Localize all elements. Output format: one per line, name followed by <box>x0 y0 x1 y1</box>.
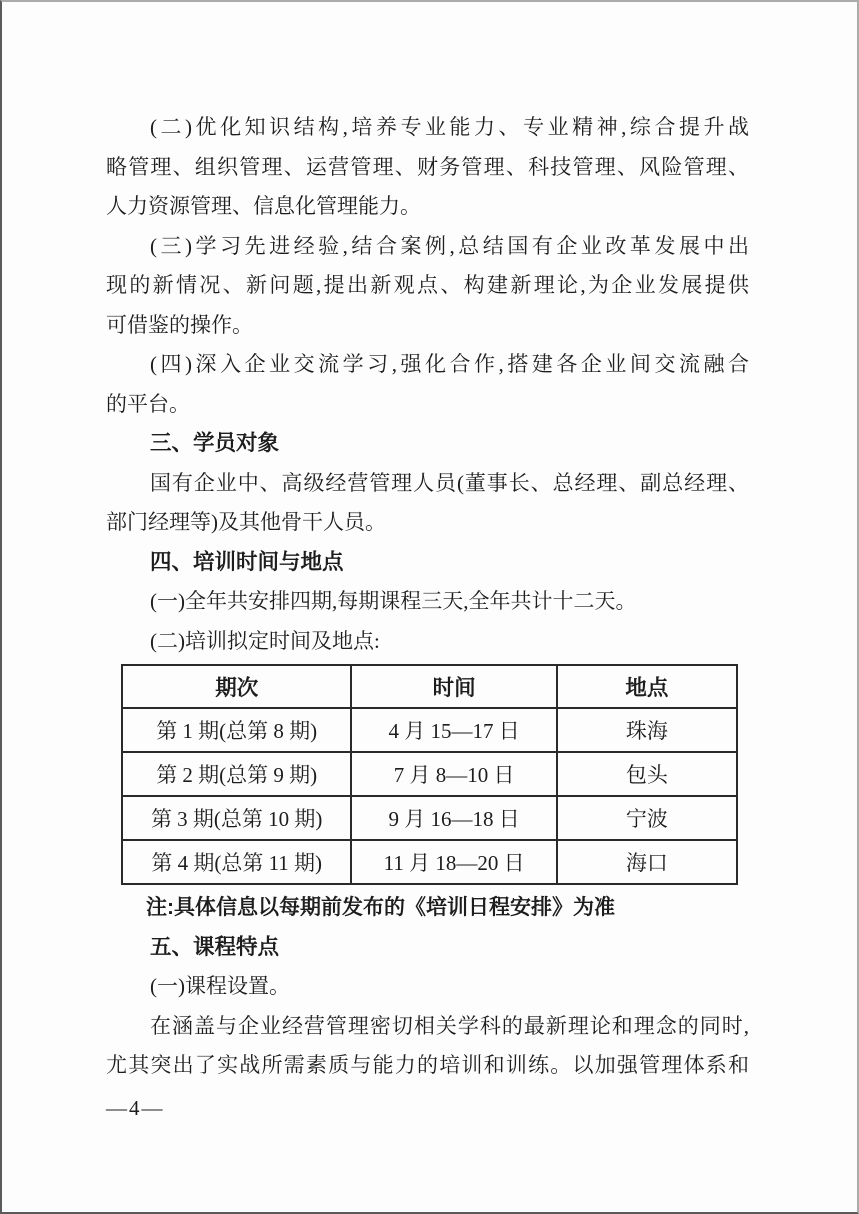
body-line: 在涵盖与企业经营管理密切相关学科的最新理论和理念的同时, <box>150 1013 749 1038</box>
section-heading-course-features: 五、课程特点 <box>150 934 280 959</box>
body-line: 人力资源管理、信息化管理能力。 <box>106 194 421 218</box>
page-number: —4— <box>106 1095 165 1120</box>
note-line: 注:具体信息以每期前发布的《培训日程安排》为准 <box>146 896 615 919</box>
body-line: (一)全年共安排四期,每期课程三天,全年共计十二天。 <box>150 589 637 613</box>
table-cell-location: 珠海 <box>557 708 737 752</box>
body-line: (三)学习先进经验,结合案例,总结国有企业改革发展中出 <box>150 233 749 258</box>
body-line: 尤其突出了实战所需素质与能力的培训和训练。以加强管理体系和 <box>106 1053 749 1077</box>
table-cell-period: 第 2 期(总第 9 期) <box>122 752 351 796</box>
table-cell-period: 第 1 期(总第 8 期) <box>122 708 351 752</box>
table-cell-period: 第 3 期(总第 10 期) <box>122 796 351 840</box>
body-line: (二)优化知识结构,培养专业能力、专业精神,综合提升战 <box>150 115 749 139</box>
body-line: (四)深入企业交流学习,强化合作,搭建各企业间交流融合 <box>150 352 749 376</box>
body-line: 现的新情况、新问题,提出新观点、构建新理论,为企业发展提供 <box>106 273 749 297</box>
table-cell-time: 4 月 15—17 日 <box>351 708 556 752</box>
body-line: 可借鉴的操作。 <box>106 312 253 337</box>
body-line: (二)培训拟定时间及地点: <box>150 628 380 653</box>
table-header-period: 期次 <box>122 665 351 708</box>
schedule-row <box>122 708 737 752</box>
section-heading-schedule: 四、培训时间与地点 <box>150 549 344 574</box>
table-cell-time: 7 月 8—10 日 <box>351 752 556 796</box>
table-header-location: 地点 <box>557 665 737 708</box>
body-line: 的平台。 <box>106 391 190 416</box>
section-heading-trainees: 三、学员对象 <box>150 431 280 455</box>
table-header-row <box>122 665 737 708</box>
table-cell-time: 11 月 18—20 日 <box>351 840 556 884</box>
table-cell-time: 9 月 16—18 日 <box>351 796 556 840</box>
table-header-time: 时间 <box>351 665 556 708</box>
schedule-table <box>121 664 738 885</box>
body-line: (一)课程设置。 <box>150 974 290 998</box>
schedule-row <box>122 796 737 840</box>
table-cell-location: 海口 <box>557 840 737 884</box>
body-line: 部门经理等)及其他骨干人员。 <box>106 510 386 534</box>
body-line: 国有企业中、高级经营管理人员(董事长、总经理、副总经理、 <box>150 470 749 495</box>
schedule-row <box>122 752 737 796</box>
table-cell-period: 第 4 期(总第 11 期) <box>122 840 351 884</box>
table-cell-location: 包头 <box>557 752 737 796</box>
schedule-row <box>122 840 737 884</box>
body-line: 略管理、组织管理、运营管理、财务管理、科技管理、风险管理、 <box>106 154 749 179</box>
table-cell-location: 宁波 <box>557 796 737 840</box>
